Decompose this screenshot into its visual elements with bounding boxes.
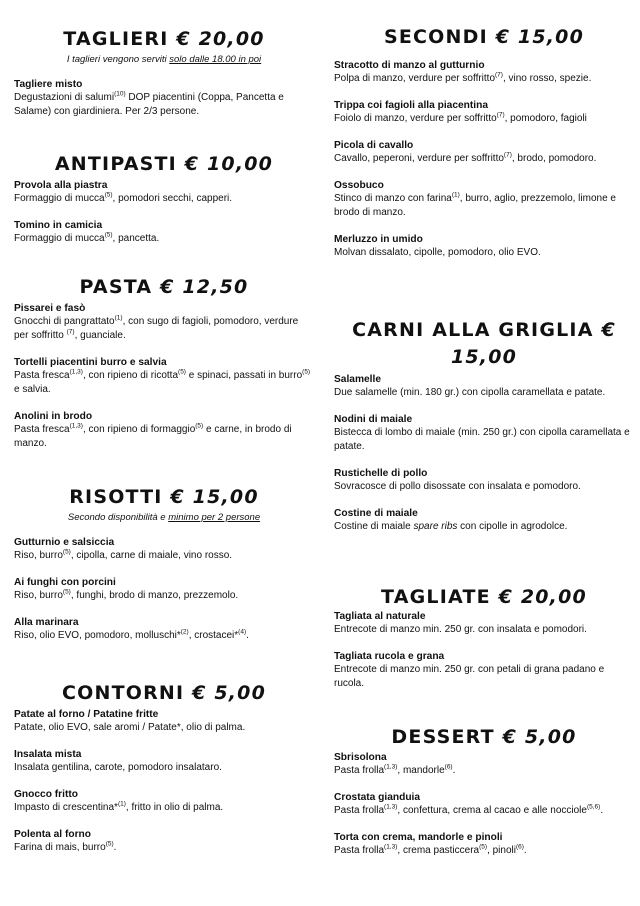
description-text: DOP piacentini (Coppa, Pancetta e Salame) con giardiniera. Per 2/3 persone. bbox=[14, 92, 284, 117]
section-risotti bbox=[14, 484, 314, 656]
menu-item-name: Costine di maiale bbox=[334, 508, 418, 519]
menu-item bbox=[14, 828, 314, 855]
section-price: € 20,00 bbox=[498, 586, 587, 608]
menu-item-description bbox=[334, 246, 634, 260]
menu-item bbox=[14, 356, 314, 397]
section-secondi bbox=[334, 24, 634, 273]
menu-item-name: Stracotto di manzo al gutturnio bbox=[334, 60, 485, 71]
menu-item-name: Alla marinara bbox=[14, 617, 79, 628]
description-text: Due salamelle (min. 180 gr.) con cipolla caramellata e patate. bbox=[334, 387, 606, 398]
description-text: e carne, in brodo di manzo. bbox=[14, 424, 292, 449]
menu-item bbox=[334, 507, 634, 534]
menu-item bbox=[14, 788, 314, 815]
section-title bbox=[334, 317, 634, 371]
menu-item-description bbox=[334, 663, 634, 691]
description-text: Polpa di manzo, verdure per soffritto bbox=[334, 73, 496, 84]
allergen-note: (1) bbox=[114, 314, 123, 322]
menu-item-description bbox=[334, 804, 634, 818]
description-text: , cipolla, carne di maiale, vino rosso. bbox=[70, 550, 233, 561]
menu-item bbox=[14, 78, 314, 119]
menu-item-description bbox=[14, 549, 314, 563]
item-list bbox=[14, 708, 314, 855]
description-text: Formaggio di mucca bbox=[14, 233, 105, 244]
description-text: . bbox=[600, 805, 604, 816]
section-pasta bbox=[14, 274, 314, 464]
allergen-note: (5) bbox=[62, 588, 71, 596]
description-text: Patate, olio EVO, sale aromi / Patate*, olio di palma. bbox=[14, 722, 246, 733]
description-text: Impasto di crescentina* bbox=[14, 802, 118, 813]
menu-item bbox=[14, 302, 314, 343]
allergen-note: (1,3) bbox=[384, 843, 398, 851]
menu-item-description bbox=[14, 589, 314, 603]
menu-item bbox=[334, 831, 634, 858]
description-text: , pinoli bbox=[487, 845, 516, 856]
allergen-note: (5) bbox=[104, 231, 113, 239]
description-text: Stinco di manzo con farina bbox=[334, 193, 452, 204]
section-name: PASTA bbox=[79, 276, 153, 298]
allergen-note: (2) bbox=[180, 628, 189, 636]
description-text: Entrecote di manzo min. 250 gr. con petali di grana padano e rucola. bbox=[334, 664, 605, 689]
section-title bbox=[14, 26, 314, 52]
menu-item-description bbox=[14, 423, 314, 451]
item-list bbox=[334, 373, 634, 534]
menu-item-name: Ai funghi con porcini bbox=[14, 577, 116, 588]
description-text: Gnocchi di pangrattato bbox=[14, 316, 115, 327]
menu-item bbox=[334, 59, 634, 86]
menu-item-name: Rustichelle di pollo bbox=[334, 468, 428, 479]
menu-item bbox=[14, 219, 314, 246]
menu-item-description bbox=[14, 192, 314, 206]
menu-item bbox=[334, 610, 634, 637]
menu-item-description bbox=[14, 629, 314, 643]
description-text: e spinaci, passati in burro bbox=[185, 370, 303, 381]
allergen-note: (5,6) bbox=[586, 803, 601, 811]
menu-item-name: Trippa coi fagioli alla piacentina bbox=[334, 100, 488, 111]
menu-item bbox=[14, 708, 314, 735]
allergen-note: (6) bbox=[515, 843, 524, 851]
section-note: Secondo disponibilità e minimo per 2 persone bbox=[67, 512, 261, 523]
menu-item-description bbox=[14, 369, 314, 397]
description-text: . bbox=[452, 765, 456, 776]
description-text: . bbox=[246, 630, 249, 641]
section-name: TAGLIERI bbox=[63, 28, 169, 50]
menu-item-description bbox=[334, 112, 634, 126]
item-list bbox=[14, 179, 314, 246]
menu-item-name: Anolini in brodo bbox=[14, 411, 93, 422]
allergen-note: (5) bbox=[62, 548, 71, 556]
menu-item-name: Merluzzo in umido bbox=[334, 234, 423, 245]
menu-item-description bbox=[334, 192, 634, 220]
description-text: Degustazioni di salumi bbox=[14, 92, 115, 103]
menu-item-description bbox=[14, 232, 314, 246]
description-text: , fritto in olio di palma. bbox=[125, 802, 224, 813]
allergen-note: (1,3) bbox=[69, 368, 83, 376]
allergen-note: (1,3) bbox=[384, 803, 398, 811]
description-text: Foiolo di manzo, verdure per soffritto bbox=[334, 113, 497, 124]
description-text: , pomodori secchi, capperi. bbox=[112, 193, 233, 204]
menu-item-description bbox=[334, 764, 634, 778]
menu-item-name: Insalata mista bbox=[14, 749, 82, 760]
section-title bbox=[14, 274, 314, 300]
section-name: SECONDI bbox=[383, 26, 488, 48]
menu-item-name: Sbrisolona bbox=[334, 752, 387, 763]
menu-item bbox=[334, 179, 634, 220]
section-price: € 20,00 bbox=[176, 28, 265, 50]
description-text: Cavallo, peperoni, verdure per soffritto bbox=[334, 153, 504, 164]
menu-item-name: Provola alla piastra bbox=[14, 180, 108, 191]
description-text: , confettura, crema al cacao e alle nocciole bbox=[397, 805, 587, 816]
menu-item-description bbox=[334, 72, 634, 86]
section-tagliate bbox=[334, 584, 634, 704]
section-title bbox=[14, 680, 314, 706]
menu-item-name: Tagliata rucola e grana bbox=[334, 651, 445, 662]
menu-item-description bbox=[334, 152, 634, 166]
item-list bbox=[334, 610, 634, 691]
allergen-note: (7) bbox=[495, 71, 503, 79]
item-list bbox=[14, 302, 314, 451]
description-text: , con sugo di fagioli, pomodoro, verdure per soffritto bbox=[14, 316, 299, 341]
description-text: , funghi, brodo di manzo, prezzemolo. bbox=[70, 590, 239, 601]
menu-item-description bbox=[14, 761, 314, 775]
menu-item-description bbox=[334, 844, 634, 858]
menu-item bbox=[334, 751, 634, 778]
menu-item bbox=[14, 536, 314, 563]
menu-item-description bbox=[334, 623, 634, 637]
menu-item-name: Tomino in camicia bbox=[14, 220, 103, 231]
allergen-note: (5) bbox=[105, 840, 114, 848]
item-list bbox=[334, 751, 634, 858]
description-text: Insalata gentilina, carote, pomodoro insalataro. bbox=[14, 762, 222, 773]
description-text: Riso, burro bbox=[14, 590, 63, 601]
description-text: Pasta frolla bbox=[334, 845, 385, 856]
allergen-note: (7) bbox=[503, 151, 512, 159]
allergen-note: (5) bbox=[479, 843, 488, 851]
description-text: , con ripieno di formaggio bbox=[82, 424, 196, 435]
description-text: , vino rosso, spezie. bbox=[502, 73, 592, 84]
allergen-note: (7) bbox=[66, 328, 75, 336]
description-text: Sovracosce di pollo disossate con insalata e pomodoro. bbox=[334, 481, 581, 492]
allergen-note: (1,3) bbox=[69, 422, 83, 430]
section-name: RISOTTI bbox=[69, 486, 163, 508]
section-contorni bbox=[14, 680, 314, 868]
description-text: Pasta fresca bbox=[14, 424, 70, 435]
menu-item-name: Picola di cavallo bbox=[334, 140, 414, 151]
item-list bbox=[14, 536, 314, 643]
description-text: Pasta fresca bbox=[14, 370, 70, 381]
description-text: , con ripieno di ricotta bbox=[82, 370, 179, 381]
menu-item bbox=[334, 139, 634, 166]
menu-item bbox=[334, 413, 634, 454]
menu-item-name: Nodini di maiale bbox=[334, 414, 413, 425]
description-text: , crema pasticcera bbox=[397, 845, 480, 856]
menu-item bbox=[14, 179, 314, 206]
description-text: Formaggio di mucca bbox=[14, 193, 105, 204]
allergen-note: (1) bbox=[451, 191, 460, 199]
description-text: , burro, aglio, prezzemolo, limone e brodo di manzo. bbox=[334, 193, 616, 218]
allergen-note: (6) bbox=[444, 763, 453, 771]
section-taglieri bbox=[14, 26, 314, 132]
description-text: Pasta frolla bbox=[334, 805, 385, 816]
description-text: , guanciale. bbox=[74, 330, 126, 341]
section-price: € 15,00 bbox=[450, 319, 616, 368]
menu-item-description bbox=[334, 520, 634, 534]
allergen-note: (4) bbox=[238, 628, 247, 636]
allergen-note: (5) bbox=[302, 368, 311, 376]
item-list bbox=[14, 78, 314, 119]
section-name: DESSERT bbox=[391, 726, 495, 748]
menu-item bbox=[334, 650, 634, 691]
description-text: , mandorle bbox=[397, 765, 445, 776]
section-price: € 15,00 bbox=[495, 26, 585, 48]
section-title bbox=[334, 24, 634, 50]
menu-item-name: Polenta al forno bbox=[14, 829, 91, 840]
section-name: ANTIPASTI bbox=[54, 153, 177, 175]
description-text: Farina di mais, burro bbox=[14, 842, 106, 853]
section-carni-alla-griglia bbox=[334, 317, 634, 547]
menu-item bbox=[334, 791, 634, 818]
allergen-note: (5) bbox=[104, 191, 113, 199]
description-text: , pomodoro, fagioli bbox=[504, 113, 587, 124]
menu-item-description bbox=[334, 386, 634, 400]
section-name: CARNI ALLA GRIGLIA bbox=[352, 319, 594, 341]
description-text: Riso, olio EVO, pomodoro, molluschi* bbox=[14, 630, 181, 641]
description-text: con cipolle in agrodolce. bbox=[457, 521, 568, 532]
description-text: . bbox=[523, 845, 527, 856]
section-title bbox=[334, 584, 634, 610]
section-price: € 15,00 bbox=[170, 486, 259, 508]
section-title bbox=[334, 724, 634, 750]
menu-item-description bbox=[334, 426, 634, 454]
description-text: , pancetta. bbox=[112, 233, 160, 244]
menu-item bbox=[14, 748, 314, 775]
allergen-note: (1) bbox=[117, 800, 126, 808]
menu-item-name: Tagliere misto bbox=[14, 79, 83, 90]
description-text: . bbox=[113, 842, 117, 853]
section-price: € 12,50 bbox=[160, 276, 249, 298]
menu-item-name: Ossobuco bbox=[334, 180, 384, 191]
menu-item-description bbox=[14, 721, 314, 735]
menu-item-name: Tagliata al naturale bbox=[334, 611, 426, 622]
section-title bbox=[14, 484, 314, 510]
menu-item-name: Patate al forno / Patatine fritte bbox=[14, 709, 159, 720]
menu-item-description bbox=[334, 480, 634, 494]
allergen-note: (5) bbox=[178, 368, 186, 376]
menu-item bbox=[14, 410, 314, 451]
section-title bbox=[14, 151, 314, 177]
section-dessert bbox=[334, 724, 634, 871]
description-text: , brodo, pomodoro. bbox=[511, 153, 597, 164]
section-price: € 5,00 bbox=[502, 726, 577, 748]
menu-item bbox=[14, 576, 314, 603]
description-text: , crostacei* bbox=[188, 630, 239, 641]
menu-item-name: Torta con crema, mandorle e pinoli bbox=[334, 832, 503, 843]
menu-item-description bbox=[14, 841, 314, 855]
menu-item bbox=[334, 99, 634, 126]
menu-item bbox=[334, 373, 634, 400]
menu-item bbox=[14, 616, 314, 643]
section-name: CONTORNI bbox=[61, 682, 185, 704]
menu-item-name: Salamelle bbox=[334, 374, 382, 385]
description-italic: spare ribs bbox=[413, 521, 458, 532]
section-antipasti bbox=[14, 151, 314, 259]
menu-item-description bbox=[14, 315, 314, 343]
description-text: Costine di maiale bbox=[334, 521, 414, 532]
menu-item-description bbox=[14, 91, 314, 119]
allergen-note: (7) bbox=[496, 111, 505, 119]
menu-item bbox=[334, 467, 634, 494]
menu-item-description bbox=[14, 801, 314, 815]
menu-item-name: Tortelli piacentini burro e salvia bbox=[14, 357, 167, 368]
menu-item-name: Gnocco fritto bbox=[14, 789, 78, 800]
section-price: € 10,00 bbox=[184, 153, 274, 175]
allergen-note: (1,3) bbox=[384, 763, 398, 771]
description-text: Bistecca di lombo di maiale (min. 250 gr.) con cipolla caramellata e patate. bbox=[334, 427, 630, 452]
item-list bbox=[334, 59, 634, 260]
description-text: Riso, burro bbox=[14, 550, 63, 561]
description-text: Molvan dissalato, cipolle, pomodoro, olio EVO. bbox=[334, 247, 541, 258]
section-price: € 5,00 bbox=[192, 682, 267, 704]
allergen-note: (10) bbox=[114, 90, 126, 98]
section-name: TAGLIATE bbox=[381, 586, 491, 608]
section-note: I taglieri vengono serviti solo dalle 18.00 in poi bbox=[66, 54, 262, 65]
menu-item-name: Gutturnio e salsiccia bbox=[14, 537, 115, 548]
description-text: Entrecote di manzo min. 250 gr. con insalata e pomodori. bbox=[334, 624, 587, 635]
menu-item bbox=[334, 233, 634, 260]
menu-item-name: Crostata gianduia bbox=[334, 792, 421, 803]
description-text: Pasta frolla bbox=[334, 765, 385, 776]
description-text: e salvia. bbox=[14, 384, 51, 395]
menu-item-name: Pissarei e fasò bbox=[14, 303, 86, 314]
allergen-note: (5) bbox=[195, 422, 204, 430]
